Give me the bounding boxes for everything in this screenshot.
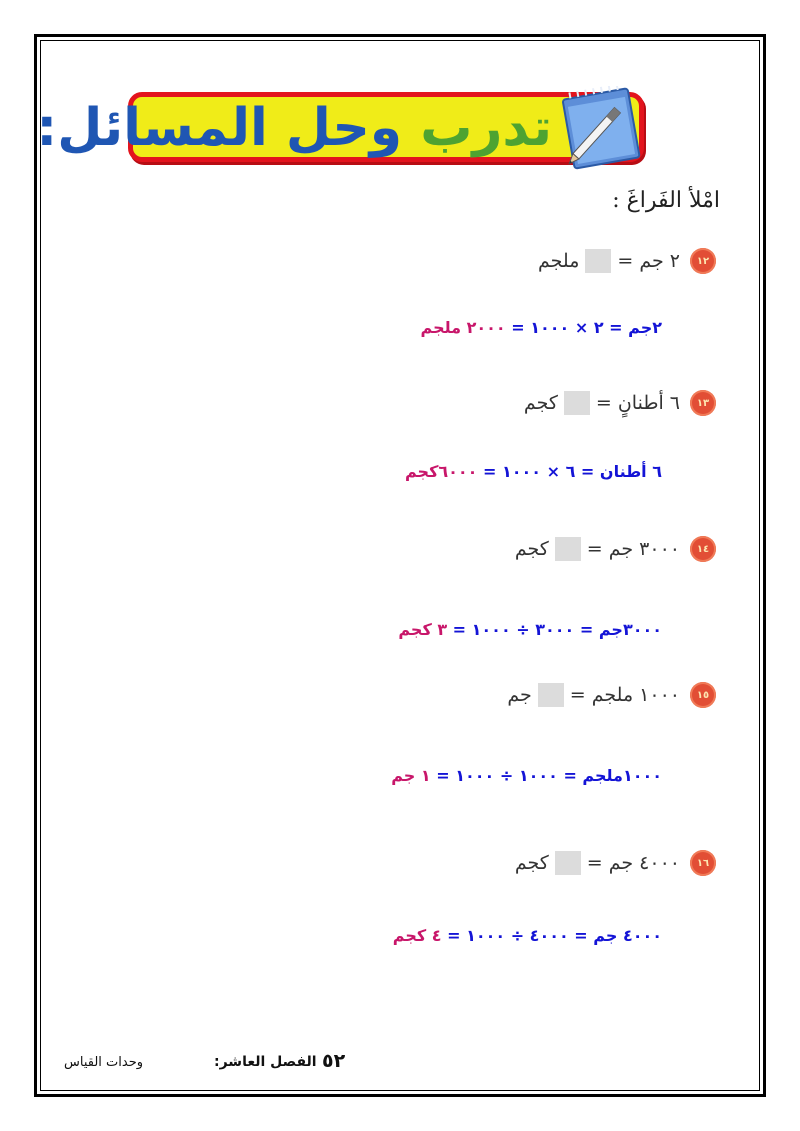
problem-question bbox=[515, 851, 680, 875]
answer-given: ٤٠٠٠ جم bbox=[593, 926, 662, 945]
problem-number-badge: ١٦ bbox=[690, 850, 716, 876]
problem-number-badge: ١٥ bbox=[690, 682, 716, 708]
question-unit: كجم bbox=[523, 392, 558, 414]
answer-operation: = ٦ × ١٠٠٠ = bbox=[477, 462, 600, 481]
answer-operation: = ٤٠٠٠ ÷ ١٠٠٠ = bbox=[441, 926, 594, 945]
problem-question bbox=[538, 249, 680, 273]
question-unit: جم bbox=[507, 684, 532, 706]
question-left: ٤٠٠٠ جم = bbox=[586, 852, 680, 874]
question-left: ٢ جم = bbox=[617, 250, 680, 272]
answer-13 bbox=[405, 462, 662, 481]
answer-blank[interactable] bbox=[555, 537, 581, 561]
answer-given: ٢جم bbox=[628, 318, 662, 337]
answer-blank[interactable] bbox=[555, 851, 581, 875]
answer-result: ٣ كجم bbox=[398, 620, 448, 639]
problem-14 bbox=[515, 534, 716, 564]
title-banner bbox=[36, 86, 658, 170]
instruction-text: امْلأ الفَراغَ : bbox=[612, 188, 720, 213]
answer-given: ١٠٠٠ملجم bbox=[582, 766, 662, 785]
answer-blank[interactable] bbox=[564, 391, 590, 415]
question-unit: كجم bbox=[514, 538, 549, 560]
answer-16 bbox=[393, 926, 662, 945]
banner-title bbox=[36, 95, 552, 161]
banner-word-solve: وحل المسائل: bbox=[36, 98, 403, 158]
answer-result: ٤ كجم bbox=[392, 926, 442, 945]
chapter-title: الفصل العاشر: bbox=[214, 1054, 317, 1070]
notepad-pencil-icon bbox=[546, 86, 650, 170]
answer-12 bbox=[421, 318, 662, 337]
answer-result: ٦٠٠٠كجم bbox=[404, 462, 478, 481]
answer-blank[interactable] bbox=[585, 249, 611, 273]
problem-question bbox=[524, 391, 680, 415]
problem-13 bbox=[524, 388, 716, 418]
question-left: ٦ أطنانٍ = bbox=[595, 392, 680, 414]
problem-12 bbox=[538, 246, 716, 276]
page-footer bbox=[50, 1050, 550, 1080]
question-left: ٣٠٠٠ جم = bbox=[586, 538, 680, 560]
unit-title: وحدات القياس bbox=[64, 1055, 144, 1070]
answer-operation: = ٣٠٠٠ ÷ ١٠٠٠ = bbox=[447, 620, 599, 639]
page-number: ٥٢ bbox=[322, 1050, 346, 1072]
problem-question bbox=[507, 683, 680, 707]
answer-given: ٦ أطنان bbox=[599, 462, 662, 481]
problem-question bbox=[515, 537, 680, 561]
answer-result: ٢٠٠٠ ملجم bbox=[420, 318, 506, 337]
answer-14 bbox=[398, 620, 662, 639]
answer-given: ٣٠٠٠جم bbox=[598, 620, 662, 639]
problem-number-badge: ١٢ bbox=[690, 248, 716, 274]
answer-15 bbox=[391, 766, 662, 785]
question-left: ١٠٠٠ ملجم = bbox=[569, 684, 680, 706]
answer-operation: = ٢ × ١٠٠٠ = bbox=[505, 318, 629, 337]
answer-operation: = ١٠٠٠ ÷ ١٠٠٠ = bbox=[430, 766, 583, 785]
answer-blank[interactable] bbox=[538, 683, 564, 707]
problem-number-badge: ١٣ bbox=[690, 390, 716, 416]
answer-result: ١ جم bbox=[391, 766, 431, 785]
problem-number-badge: ١٤ bbox=[690, 536, 716, 562]
question-unit: كجم bbox=[514, 852, 549, 874]
problem-15 bbox=[507, 680, 716, 710]
problem-16 bbox=[515, 848, 716, 878]
question-unit: ملجم bbox=[538, 250, 580, 272]
banner-word-practice: تدرب bbox=[420, 98, 552, 158]
